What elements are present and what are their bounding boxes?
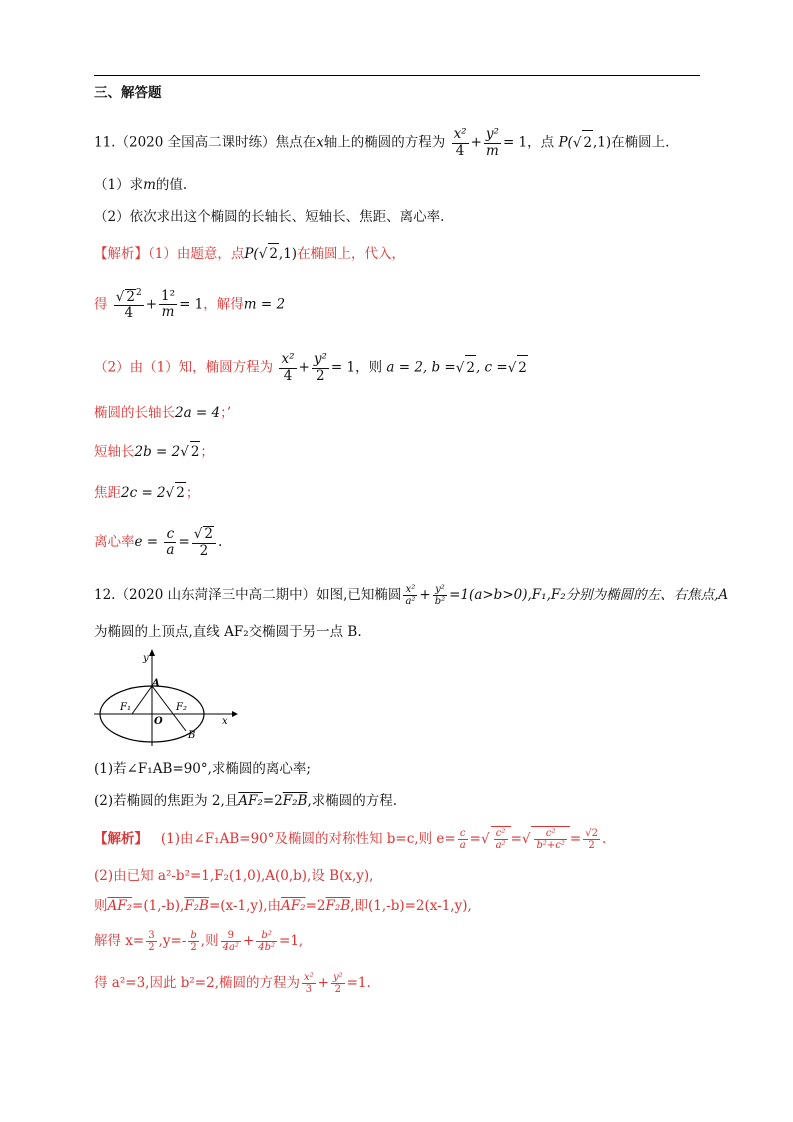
q11-eccentricity: 离心率e = $\frac{c}{a}$ = $\frac{√ 2}{2}$ . (94, 525, 223, 559)
label-a: A (152, 678, 160, 689)
q11-solution-line1: 【解析】（1）由题意，点P(√ 2,1)在椭圆上，代入， (94, 243, 405, 264)
segment-f1-a (132, 686, 152, 714)
q12-stem-line1: 12.（2020 山东菏泽三中高二期中）如图,已知椭圆 $\frac{\text{x²}}{\text{a²}}$ + $\frac{\text{y²}}{\text{b²}}$ =1(a>b>0),F₁,F₂分别为椭圆的左、右焦点,A (94, 583, 729, 607)
label-o: O (154, 716, 163, 727)
label-f2: F₂ (176, 702, 187, 713)
q11-solution-line3: （2）由（1）知，椭圆方程为 $\frac{\text{x²}}{4}$ + $\frac{\text{y²}}{2}$ = 1，则 a = 2, b =√ 2, c =√ 2 (94, 351, 527, 384)
q12-solution-line1: 【解析】 (1)由∠F₁AB=90°及椭圆的对称性知 b=c,则 e= $\frac{c}{a}$ =√ $\frac{\text{c²}}{\text{a²}}$ =√ $\frac{\text{c²}}{\text{b²+c²}}$ = $\frac{√2}{2}$ . (94, 827, 607, 851)
label-y: y (143, 653, 149, 664)
label-b: B (188, 730, 196, 741)
ellipse-diagram (94, 648, 244, 748)
q11-solution-line2: 得 $\frac{√ 2^2}{4}$ + $\frac{\text{1²}}{m}$ = 1，解得m = 2 (94, 287, 286, 322)
q11-minor-axis: 短轴长2b = 2√ 2； (94, 441, 214, 462)
fraction-1-m: $\frac{\text{1²}}{m}$ (161, 287, 176, 321)
fraction-x2-4: $\frac{\text{x²}}{4}$ (453, 126, 467, 159)
q11-part2: （2）依次求出这个椭圆的长轴长、短轴长、焦距、离心率. (94, 209, 445, 225)
fraction-y2-m: $\frac{\text{y²}}{m}$ (485, 126, 499, 159)
q11-part1: （1）求m的值. (94, 177, 188, 193)
x-axis-arrow (232, 711, 238, 717)
fraction-root2-4: $\frac{√ 2^2}{4}$ (115, 288, 142, 322)
y-axis-arrow (149, 649, 155, 656)
q12-solution-line2: (2)由已知 a²-b²=1,F₂(1,0),A(0,b),设 B(x,y), (94, 868, 374, 884)
q12-solution-line3: 则AF₂=(1,-b),F₂B=(x-1,y),由AF₂=2F₂B,即(1,-b)=2(x-1,y), (94, 898, 472, 914)
q11-major-axis: 椭圆的长轴长2a = 4；’ (94, 405, 232, 421)
q12-part2: (2)若椭圆的焦距为 2,且AF₂=2F₂B,求椭圆的方程. (94, 793, 398, 809)
q12-stem-line2: 为椭圆的上顶点,直线 AF₂交椭圆于另一点 B. (94, 624, 362, 640)
q11-stem: 11.（2020 全国高二课时练）焦点在x轴上的椭圆的方程为 $\frac{\text{x²}}{4}$ + $\frac{\text{y²}}{m}$ = 1，点 P(√ 2,1)在椭圆上. (94, 126, 670, 159)
q12-part1: (1)若∠F₁AB=90°,求椭圆的离心率; (94, 761, 311, 777)
q12-solution-line5: 得 a²=3,因此 b²=2,椭圆的方程为 $\frac{\text{x²}}{3}$ + $\frac{\text{y²}}{2}$ =1. (94, 971, 371, 995)
section-title: 三、解答题 (94, 85, 162, 101)
q11-focal-length: 焦距2c = 2√ 2； (94, 482, 199, 503)
label-f1: F₁ (120, 702, 131, 713)
q12-solution-line4: 解得 x= $\frac{3}{2}$ ,y=- $\frac{b}{2}$ ,则 $\frac{9}{\text{4a²}}$ + $\frac{\text{b²}}{\text{4b²}}$ =1, (94, 929, 304, 953)
label-x: x (222, 716, 228, 727)
top-rule (94, 75, 700, 76)
